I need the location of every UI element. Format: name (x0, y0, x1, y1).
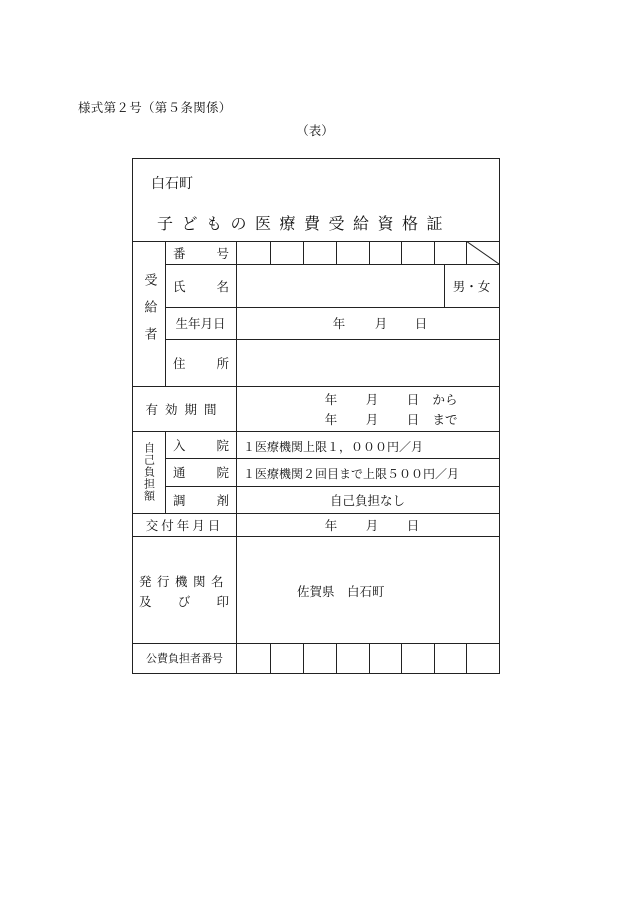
issuer-label-and: 及 (139, 594, 152, 609)
line-number-box (303, 241, 304, 264)
validity-from-month: 月 (365, 391, 379, 407)
line-issue-bottom (133, 536, 499, 537)
issuer-label-line2 (139, 592, 229, 610)
birth-year: 年 (332, 316, 346, 331)
line-label-divider (236, 241, 237, 673)
line-burden-box (303, 643, 304, 673)
line-burden-box (369, 643, 370, 673)
line-number-box (270, 241, 271, 264)
dispensing-label-b: 剤 (216, 492, 229, 508)
address-label-b: 所 (216, 355, 229, 371)
birth-label: 生年月日 (175, 316, 226, 331)
number-label (173, 241, 229, 264)
line-number-box (336, 241, 337, 264)
hospitalization-label-b: 院 (216, 437, 229, 453)
issue-date-label: 交付年月日 (145, 517, 224, 533)
address-label-a: 住 (173, 355, 186, 371)
side-label: （表） (296, 123, 334, 138)
line-burden-box (466, 643, 467, 673)
name-label (173, 264, 229, 307)
validity-from-year: 年 (324, 391, 338, 407)
dispensing-value: 自己負担なし (329, 492, 405, 508)
gender-options: 男・女 (452, 278, 491, 294)
line-number-box (401, 241, 402, 264)
validity-from: から (432, 391, 458, 407)
birth-day: 日 (414, 316, 428, 331)
validity-until-year: 年 (324, 411, 338, 427)
certificate-card (132, 158, 500, 674)
hospitalization-label (173, 431, 229, 458)
name-label-a: 氏 (173, 278, 186, 294)
issuer-value: 佐賀県 白石町 (297, 584, 385, 599)
recipient-char: 受給者 (141, 273, 157, 354)
issue-month: 月 (365, 517, 379, 533)
outpatient-label-a: 通 (173, 465, 186, 480)
number-box-diagonal (466, 241, 499, 264)
issue-year: 年 (324, 517, 338, 533)
outpatient-value: １医療機関２回目まで上限５００円／月 (243, 467, 460, 481)
line-burden-box (270, 643, 271, 673)
issuer-label-bi: び (177, 594, 191, 609)
line-number-box (434, 241, 435, 264)
number-label-b: 号 (216, 245, 229, 261)
dispensing-label-a: 調 (173, 492, 186, 508)
address-label (173, 339, 229, 386)
outpatient-label (173, 458, 229, 486)
dispensing-label (173, 486, 229, 513)
validity-until: まで (432, 411, 458, 427)
line-burden-box (434, 643, 435, 673)
form-number: 様式第２号（第５条関係） (78, 100, 232, 115)
line-burden-box (336, 643, 337, 673)
validity-label: 有効期間 (145, 401, 224, 417)
name-label-b: 名 (216, 278, 229, 294)
copay-chars: 自己負担額 (142, 442, 156, 502)
hospitalization-label-a: 入 (173, 437, 186, 453)
birth-month: 月 (374, 316, 388, 331)
copay-section-label (133, 431, 165, 513)
issuer-label-line1: 発行機関名 (139, 574, 230, 589)
line-number-box (369, 241, 370, 264)
issue-day: 日 (406, 517, 420, 533)
line-section-divider-copay (165, 431, 166, 513)
certificate-title: 子どもの医療費受給資格証 (157, 214, 452, 233)
validity-from-day: 日 (406, 391, 420, 407)
validity-until-day: 日 (406, 411, 420, 427)
issuer-label-seal: 印 (216, 594, 229, 609)
public-burden-number-label: 公費負担者番号 (146, 652, 223, 665)
number-label-a: 番 (173, 245, 186, 261)
town-name: 白石町 (151, 176, 193, 192)
recipient-section-label (133, 241, 165, 386)
outpatient-label-b: 院 (216, 465, 229, 480)
line-burden-box (401, 643, 402, 673)
hospitalization-value: １医療機関上限１，０００円／月 (243, 440, 424, 454)
validity-until-month: 月 (365, 411, 379, 427)
